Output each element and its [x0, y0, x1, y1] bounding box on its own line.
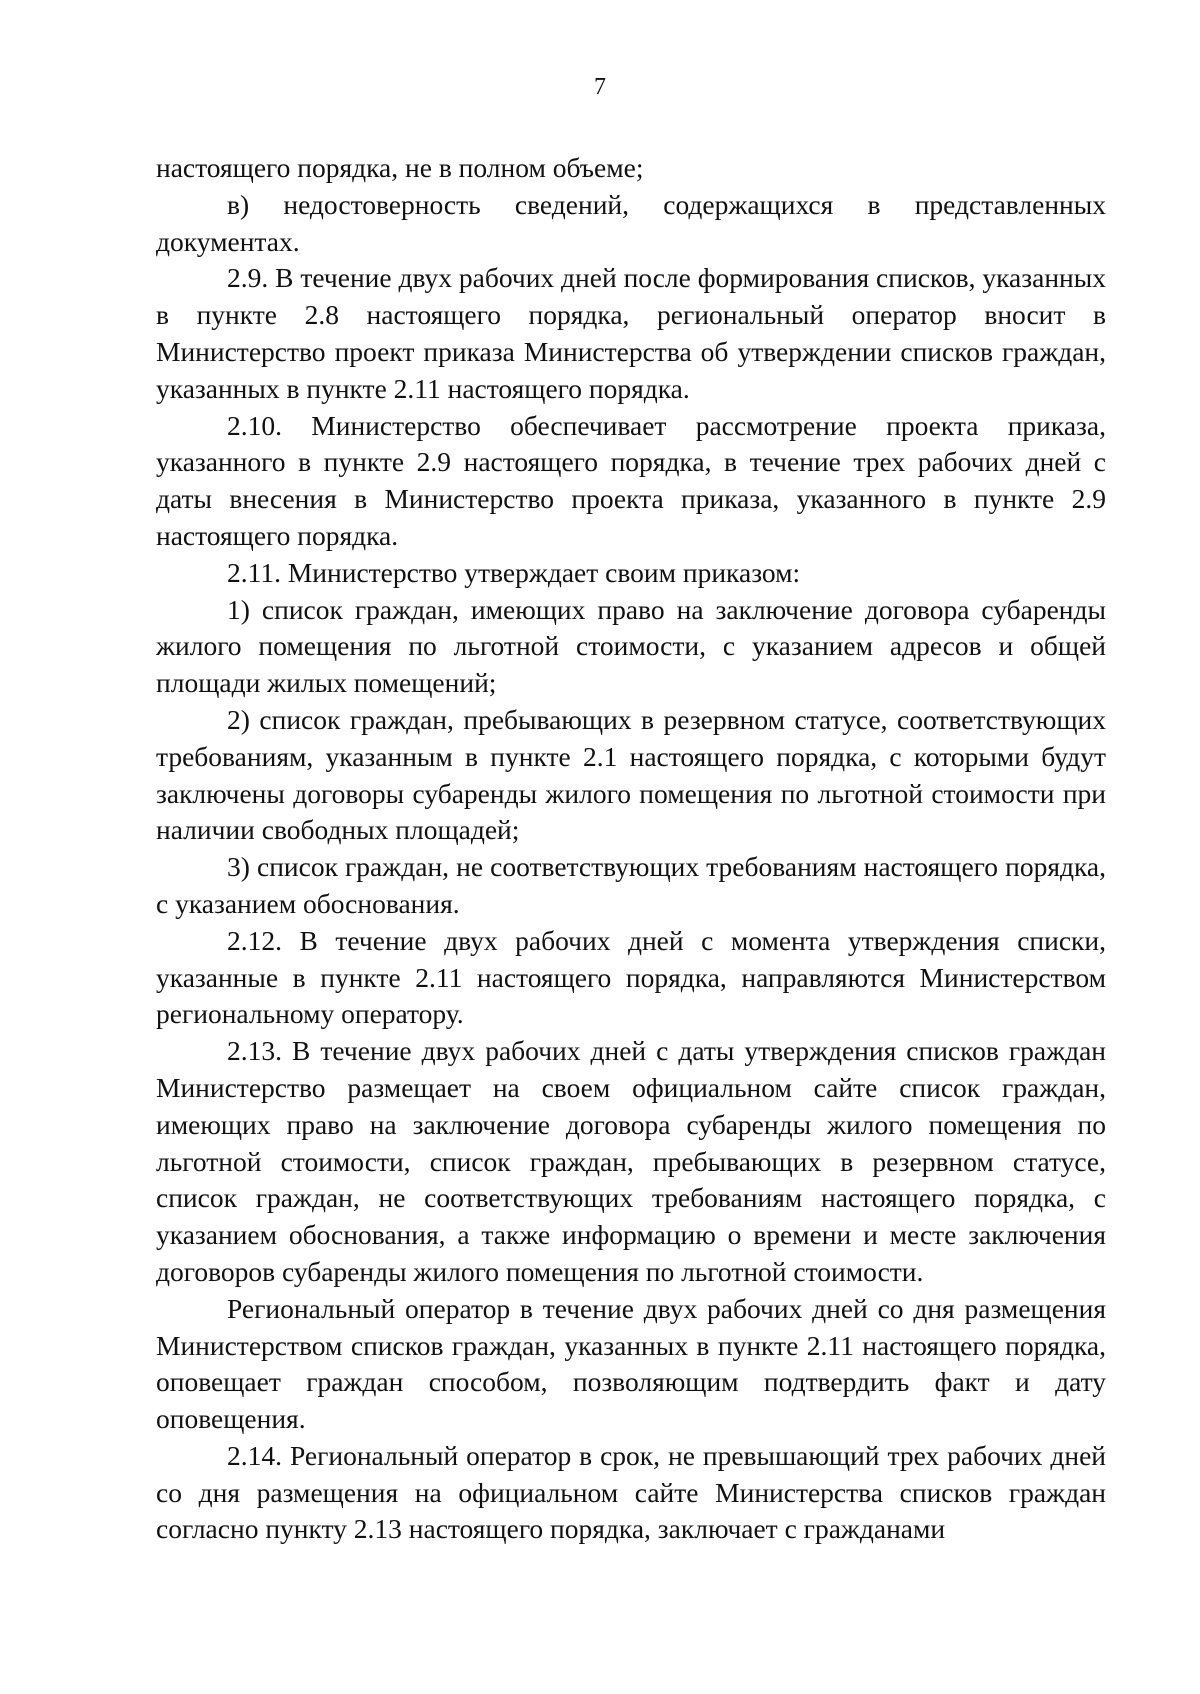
paragraph-2-11-item-2: 2) список граждан, пребывающих в резервном статусе, соответствующих требованиям, указанным в пункте 2.1 настоящего порядка, с которыми будут заключены договоры субаренды жилого помещения по льготной стоимости при наличии свободных площадей; [156, 703, 1106, 846]
paragraph-2-12: 2.12. В течение двух рабочих дней с момента утверждения списки, указанные в пункте 2.11 настоящего порядка, направляются Министерством региональному оператору. [156, 924, 1106, 1030]
paragraph-2-11: 2.11. Министерство утверждает своим приказом: [227, 556, 801, 588]
paragraph-continuation: настоящего порядка, не в полном объеме; [156, 152, 644, 183]
paragraph-2-11-item-3: 3) список граждан, не соответствующих требованиям настоящего порядка, с указанием обоснования. [156, 851, 1106, 919]
paragraph-2-9: 2.9. В течение двух рабочих дней после формирования списков, указанных в пункте 2.8 настоящего порядка, региональный оператор вносит в Министерство проект приказа Министерства об утверждении списков граждан, указанных в пункте 2.11 настоящего порядка. [156, 262, 1106, 404]
paragraph-item-v: в) недостоверность сведений, содержащихся в представленных документах. [156, 188, 1106, 257]
document-body [156, 150, 1106, 1548]
paragraph-2-14: 2.14. Региональный оператор в срок, не превышающий трех рабочих дней со дня размещения на официальном сайте Министерства списков граждан согласно пункту 2.13 настоящего порядка, заключает с гражданами [156, 1439, 1106, 1545]
page-number: 7 [594, 74, 606, 100]
paragraph-2-10: 2.10. Министерство обеспечивает рассмотрение проекта приказа, указанного в пункте 2.9 настоящего порядка, в течение трех рабочих дней с даты внесения в Министерство проекта приказа, указанного в пункте 2.9 настоящего порядка. [156, 409, 1106, 551]
paragraph-2-13: 2.13. В течение двух рабочих дней с даты утверждения списков граждан Министерство размещает на своем официальном сайте список граждан, имеющих право на заключение договора субаренды жилого помещения по льготной стоимости, список граждан, пребывающих в резервном статусе, список граждан, не соответствующих требованиям настоящего порядка, с указанием обоснования, а также информацию о времени и месте заключения договоров субаренды жилого помещения по льготной стоимости. [156, 1035, 1106, 1287]
paragraph-2-13-operator: Региональный оператор в течение двух рабочих дней со дня размещения Министерством списков граждан, указанных в пункте 2.11 настоящего порядка, оповещает граждан способом, позволяющим подтвердить факт и дату оповещения. [156, 1292, 1106, 1435]
paragraph-2-11-item-1: 1) список граждан, имеющих право на заключение договора субаренды жилого помещения по льготной стоимости, с указанием адресов и общей площади жилых помещений; [156, 593, 1106, 699]
